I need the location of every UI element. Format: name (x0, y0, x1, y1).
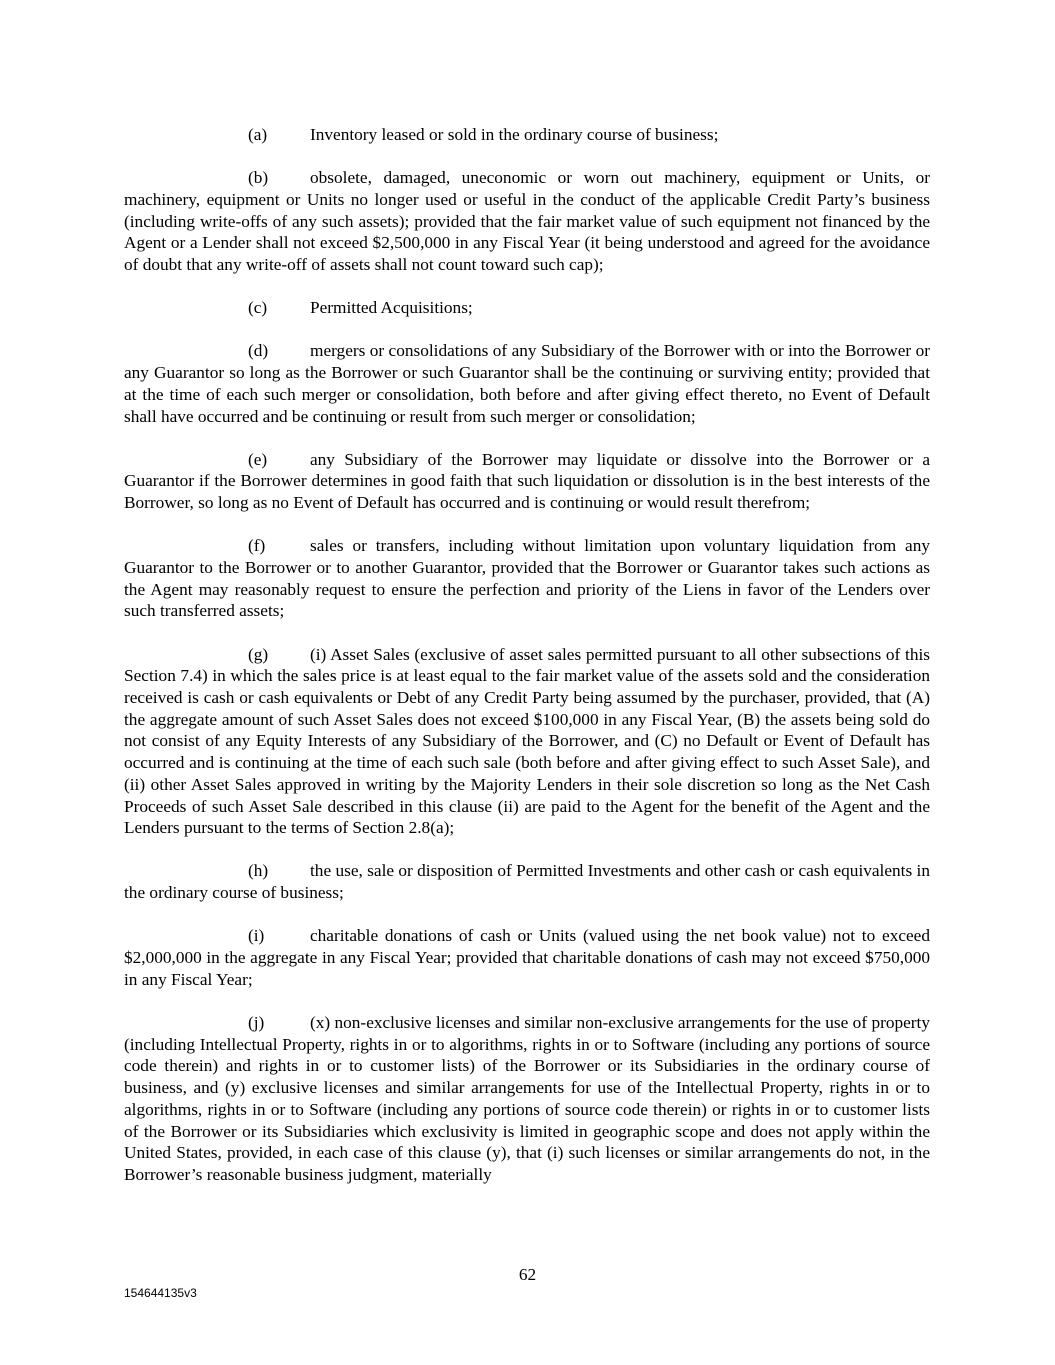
page-number: 62 (518, 1265, 537, 1284)
clause-label: (e) (248, 449, 268, 469)
clause-label: (j) (248, 1013, 265, 1032)
clause-label: (a) (248, 125, 268, 144)
clause-text: (i) Asset Sales (exclusive of asset sales permitted pursuant to all other subsections of this Section 7.4) in which the sales price is at least equal to the fair market value of the assets sold and the consideration received is cash or cash equivalents or Debt of any Credit Party being assumed by the purchaser, provided, that (A) the aggregate amount of such Asset Sales does not exceed $100,000 in any Fiscal Year, (B) the assets being sold do not consist of any Equity Interests of any Subsidiary of the Borrower, and (C) no Default or Event of Default has occurred and is continuing at the time of each such sale (both before and after giving effect to such Asset Sale), and (ii) other Asset Sales approved in writing by the Majority Lenders in their sole discretion so long as the Net Cash Proceeds of such Asset Sale described in this clause (ii) are paid to the Agent for the benefit of the Agent and the Lenders pursuant to the terms of Section 2.8(a); (124, 644, 930, 838)
clause-j (124, 1012, 930, 1186)
clause-f (124, 535, 930, 622)
clause-text: Permitted Acquisitions; (310, 298, 473, 318)
clause-text: the use, sale or disposition of Permitted Investments and other cash or cash equivalents in the ordinary course of business; (124, 861, 930, 903)
clause-list (124, 124, 930, 1207)
document-id: 154644135v3 (124, 1286, 197, 1300)
clause-text: charitable donations of cash or Units (valued using the net book value) not to exceed $2,000,000 in the aggregate in any Fiscal Year; provided that charitable donations of cash may not exceed $750,000 in any Fiscal Year; (124, 926, 930, 989)
clause-text: Inventory leased or sold in the ordinary course of business; (310, 125, 719, 144)
clause-label: (d) (248, 341, 269, 361)
clause-a (124, 124, 930, 146)
clause-c (124, 297, 930, 319)
clause-label: (f) (248, 536, 266, 556)
clause-label: (c) (248, 298, 268, 318)
clause-e (124, 449, 930, 514)
clause-h (124, 860, 930, 903)
clause-text: mergers or consolidations of any Subsidiary of the Borrower with or into the Borrower or any Guarantor so long as the Borrower or such Guarantor shall be the continuing or surviving entity; provided that at the time of each such merger or consolidation, both before and after giving effect thereto, no Event of Default shall have occurred and be continuing or result from such merger or consolidation; (124, 341, 930, 426)
clause-text: obsolete, damaged, uneconomic or worn out machinery, equipment or Units, or machinery, equipment or Units no longer used or useful in the conduct of the applicable Credit Party’s business (including write-offs of any such assets); provided that the fair market value of such equipment not financed by the Agent or a Lender shall not exceed $2,500,000 in any Fiscal Year (it being understood and agreed for the avoidance of doubt that any write-off of assets shall not count toward such cap); (124, 168, 930, 275)
clause-text: any Subsidiary of the Borrower may liquidate or dissolve into the Borrower or a Guarantor if the Borrower determines in good faith that such liquidation or dissolution is in the best interests of the Borrower, so long as no Event of Default has occurred and is continuing or would result therefrom; (124, 449, 930, 513)
clause-b (124, 167, 930, 276)
clause-i (124, 925, 930, 990)
clause-label: (g) (248, 644, 269, 664)
clause-label: (h) (248, 861, 269, 881)
clause-d (124, 340, 930, 427)
clause-label: (b) (248, 168, 269, 188)
clause-g (124, 644, 930, 839)
clause-text: sales or transfers, including without limitation upon voluntary liquidation from any Guarantor to the Borrower or to another Guarantor, provided that the Borrower or Guarantor takes such actions as the Agent may reasonably request to ensure the perfection and priority of the Liens in favor of the Lenders over such transferred assets; (124, 536, 930, 621)
clause-label: (i) (248, 926, 265, 946)
clause-text: (x) non-exclusive licenses and similar non-exclusive arrangements for the use of property (including Intellectual Property, rights in or to algorithms, rights in or to Software (including any portions of source code therein) and rights in or to customer lists) of the Borrower or its Subsidiaries in the ordinary course of business, and (y) exclusive licenses and similar arrangements for use of the Intellectual Property, rights in or to algorithms, rights in or to Software (including any portions of source code therein) or rights in or to customer lists of the Borrower or its Subsidiaries which exclusivity is limited in geographic scope and does not apply within the United States, provided, in each case of this clause (y), that (i) such licenses or similar arrangements do not, in the Borrower’s reasonable business judgment, materially (124, 1013, 930, 1184)
